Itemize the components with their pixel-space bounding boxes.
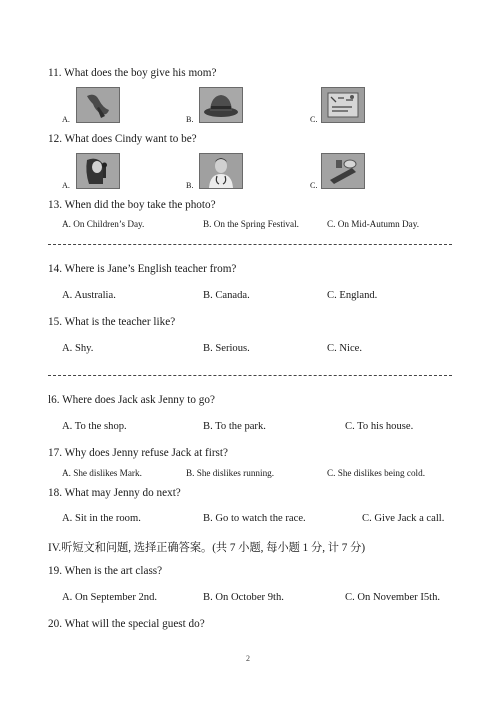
section-divider-1	[48, 244, 452, 245]
option-12-a-label[interactable]: A.	[62, 181, 70, 190]
option-13-c[interactable]: C. On Mid-Autumn Day.	[327, 219, 420, 229]
doctor-icon[interactable]	[199, 153, 243, 189]
option-12-c-label[interactable]: C.	[310, 181, 318, 190]
option-16-a[interactable]: A. To the shop.	[62, 421, 127, 432]
scarf-gift-icon[interactable]	[76, 87, 120, 123]
question-17: 17. Why does Jenny refuse Jack at first?	[48, 447, 228, 459]
question-12: 12. What does Cindy want to be?	[48, 133, 197, 145]
option-15-a[interactable]: A. Shy.	[62, 343, 94, 354]
option-14-b[interactable]: B. Canada.	[203, 290, 250, 301]
singer-icon[interactable]	[76, 153, 120, 189]
question-18: 18. What may Jenny do next?	[48, 487, 181, 499]
option-18-c[interactable]: C. Give Jack a call.	[362, 513, 445, 524]
question-16: l6. Where does Jack ask Jenny to go?	[48, 394, 215, 406]
card-icon[interactable]	[321, 87, 365, 123]
option-15-c[interactable]: C. Nice.	[327, 343, 363, 354]
cook-icon[interactable]	[321, 153, 365, 189]
option-19-c[interactable]: C. On November I5th.	[345, 592, 441, 603]
option-14-a[interactable]: A. Australia.	[62, 290, 116, 301]
question-15: 15. What is the teacher like?	[48, 316, 176, 328]
option-17-a[interactable]: A. She dislikes Mark.	[62, 468, 142, 478]
question-19: 19. When is the art class?	[48, 565, 163, 577]
question-13: 13. When did the boy take the photo?	[48, 199, 216, 211]
option-12-b-label[interactable]: B.	[186, 181, 194, 190]
option-11-a-label[interactable]: A.	[62, 115, 70, 124]
option-13-a[interactable]: A. On Children’s Day.	[62, 219, 145, 229]
option-14-c[interactable]: C. England.	[327, 290, 378, 301]
page-number: 2	[246, 654, 250, 663]
option-17-c[interactable]: C. She dislikes being cold.	[327, 468, 425, 478]
question-11: 11. What does the boy give his mom?	[48, 67, 217, 79]
option-18-a[interactable]: A. Sit in the room.	[62, 513, 141, 524]
option-13-b[interactable]: B. On the Spring Festival.	[203, 219, 299, 229]
section-4-heading: IV.听短文和问题, 选择正确答案。(共 7 小题, 每小题 1 分, 计 7 分)	[48, 542, 366, 554]
option-18-b[interactable]: B. Go to watch the race.	[203, 513, 306, 524]
option-11-c-label[interactable]: C.	[310, 115, 318, 124]
section-divider-2	[48, 375, 452, 376]
option-15-b[interactable]: B. Serious.	[203, 343, 250, 354]
option-19-b[interactable]: B. On October 9th.	[203, 592, 284, 603]
option-19-a[interactable]: A. On September 2nd.	[62, 592, 158, 603]
question-14: 14. Where is Jane’s English teacher from?	[48, 263, 237, 275]
option-17-b[interactable]: B. She dislikes running.	[186, 468, 275, 478]
hat-icon[interactable]	[199, 87, 243, 123]
option-16-b[interactable]: B. To the park.	[203, 421, 266, 432]
option-11-b-label[interactable]: B.	[186, 115, 194, 124]
question-20: 20. What will the special guest do?	[48, 618, 205, 630]
option-16-c[interactable]: C. To his house.	[345, 421, 414, 432]
